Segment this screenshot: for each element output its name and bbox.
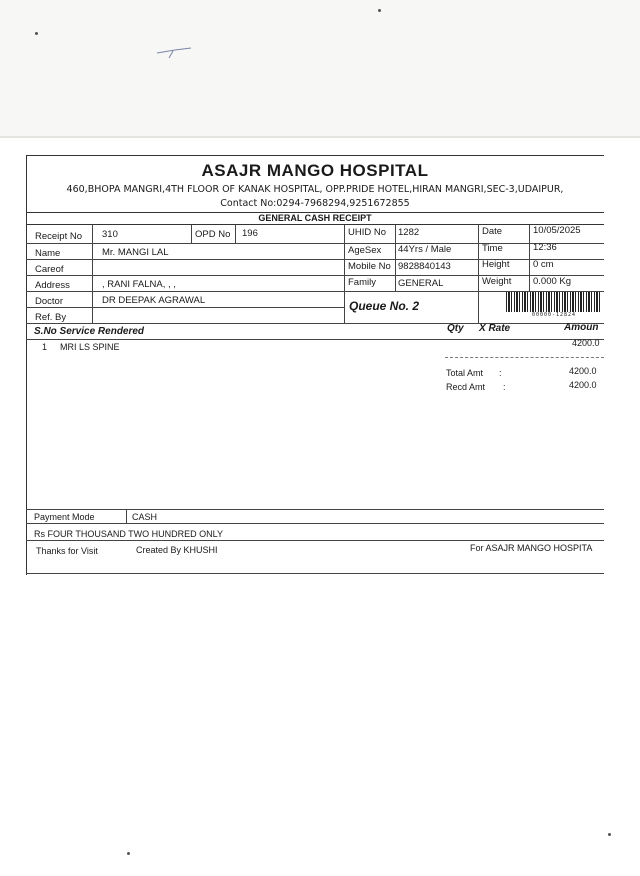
queue-number: Queue No. 2 [349, 299, 420, 313]
total-amount-label: Total Amt [446, 368, 484, 378]
date-value: 10/05/2025 [533, 225, 581, 236]
grid-line [26, 323, 604, 324]
payment-mode-value: CASH [132, 512, 158, 522]
received-amount-value: 4200.0 [569, 380, 597, 390]
grid-line [26, 339, 604, 340]
barcode [506, 292, 602, 312]
height-value: 0 cm [533, 259, 554, 270]
name-label: Name [35, 248, 61, 259]
careof-label: Careof [35, 264, 64, 275]
services-header-qty: Qty [447, 323, 464, 334]
service-amount: 4200.0 [572, 338, 600, 348]
grid-line [26, 540, 604, 541]
thanks-note: Thanks for Visit [36, 546, 98, 556]
scan-speck [378, 9, 381, 12]
doctor-value: DR DEEPAK AGRAWAL [102, 295, 206, 306]
paper-fold-edge [0, 136, 640, 138]
height-label: Height [482, 259, 510, 270]
grid-line [529, 225, 530, 291]
services-header-rate: X Rate [479, 323, 511, 334]
grid-line [235, 225, 236, 243]
grid-line [26, 523, 604, 524]
total-amount-colon: : [499, 368, 502, 378]
hospital-name: ASAJR MANGO HOSPITAL [201, 161, 429, 180]
cash-receipt [26, 155, 604, 577]
family-value: GENERAL [398, 278, 444, 289]
total-amount-value: 4200.0 [569, 366, 597, 376]
agesex-value: 44Yrs / Male [398, 244, 452, 255]
scan-speck [35, 32, 38, 35]
grid-line [126, 509, 127, 523]
weight-value: 0.000 Kg [533, 276, 572, 287]
receipt-no-label: Receipt No [35, 231, 82, 242]
hospital-contact: Contact No:0294-7968294,9251672855 [220, 198, 410, 209]
grid-line [191, 225, 192, 243]
payment-mode-label: Payment Mode [34, 512, 95, 522]
opd-no-value: 196 [242, 228, 258, 239]
doctor-label: Doctor [35, 296, 63, 307]
receipt-no-value: 310 [102, 229, 118, 240]
mobile-value: 9828840143 [398, 261, 451, 272]
for-hospital-signature: For ASAJR MANGO HOSPITA [470, 543, 593, 553]
agesex-label: AgeSex [348, 245, 382, 256]
received-amount-label: Recd Amt [446, 382, 486, 392]
services-header-service: S.No Service Rendered [34, 326, 145, 337]
weight-label: Weight [482, 276, 512, 287]
time-value: 12:36 [533, 242, 557, 253]
uhid-label: UHID No [348, 227, 387, 238]
created-by: Created By KHUSHI [136, 545, 218, 555]
grid-line [26, 243, 604, 244]
barcode-number: 00000-12824 [531, 312, 577, 318]
receipt-title: GENERAL CASH RECEIPT [26, 212, 604, 225]
grid-line [26, 307, 344, 308]
amount-in-words: Rs FOUR THOUSAND TWO HUNDRED ONLY [34, 529, 224, 539]
family-label: Family [348, 277, 376, 288]
mobile-label: Mobile No [348, 261, 391, 272]
grid-line [478, 225, 479, 323]
time-label: Time [482, 243, 503, 254]
address-value: , RANI FALNA, , , [102, 279, 176, 290]
uhid-value: 1282 [398, 227, 420, 238]
grid-line [92, 225, 93, 323]
grid-line [395, 225, 396, 291]
service-sno: 1 [42, 342, 48, 352]
grid-line [26, 573, 604, 574]
scan-speck [608, 833, 611, 836]
service-name: MRI LS SPINE [60, 342, 120, 352]
grid-line [26, 509, 604, 510]
address-label: Address [35, 280, 70, 291]
services-header-amount: Amoun [564, 322, 599, 333]
scan-speck [127, 852, 130, 855]
pen-mark [155, 45, 195, 59]
hospital-address: 460,BHOPA MANGRI,4TH FLOOR OF KANAK HOSPITAL, OPP.PRIDE HOTEL,HIRAN MANGRI,SEC-3,UDAIPUR, [66, 184, 564, 195]
grid-line [26, 259, 604, 260]
totals-separator [445, 357, 604, 358]
grid-line [344, 225, 345, 323]
scan-background-top [0, 0, 640, 138]
name-value: Mr. MANGI LAL [102, 247, 169, 258]
date-label: Date [482, 226, 503, 237]
grid-line [26, 275, 604, 276]
refby-label: Ref. By [35, 312, 67, 323]
receipt-top-border [26, 155, 604, 156]
opd-no-label: OPD No [195, 229, 231, 240]
received-amount-colon: : [503, 382, 506, 392]
